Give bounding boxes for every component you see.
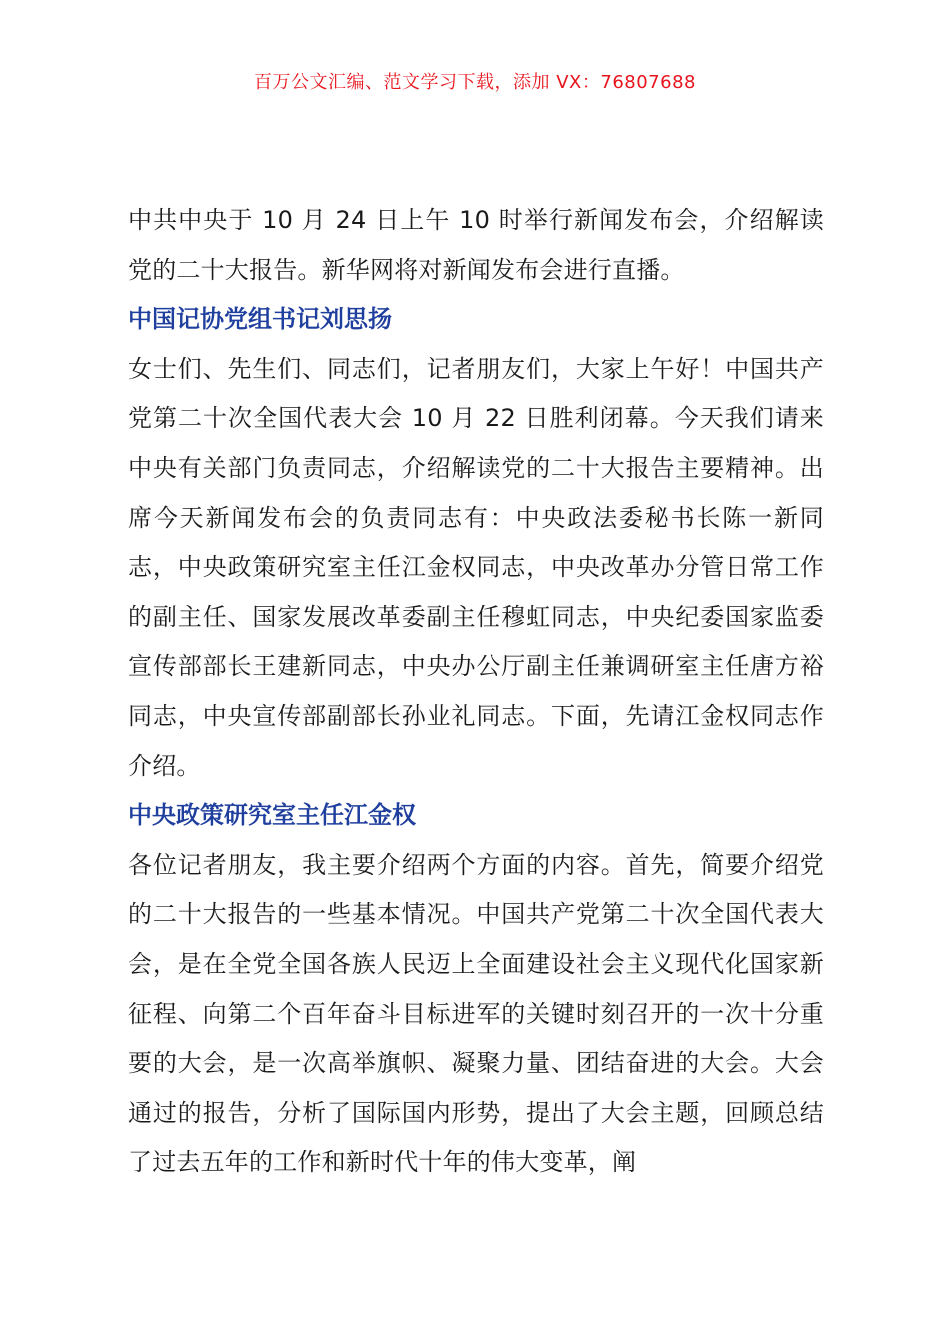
speaker-heading-1: 中国记协党组书记刘思扬: [128, 305, 392, 334]
speaker-heading-2: 中央政策研究室主任江金权: [128, 801, 416, 830]
document-body: [128, 196, 824, 1188]
intro-paragraph: 中共中央于 10 月 24 日上午 10 时举行新闻发布会，介绍解读党的二十大报告。新华网将对新闻发布会进行直播。: [128, 206, 824, 284]
header-watermark-note: 百万公文汇编、范文学习下载，添加 VX：76807688: [254, 72, 696, 93]
speech-paragraph-1: 女士们、先生们、同志们，记者朋友们，大家上午好！中国共产党第二十次全国代表大会 10 月 22 日胜利闭幕。今天我们请来中央有关部门负责同志，介绍解读党的二十大报告主要精神。出席今天新闻发布会的负责同志有：中央政法委秘书长陈一新同志，中央政策研究室主任江金权同志，中央改革办分管日常工作的副主任、国家发展改革委副主任穆虹同志，中央纪委国家监委宣传部部长王建新同志，中央办公厅副主任兼调研室主任唐方裕同志，中央宣传部副部长孙业礼同志。下面，先请江金权同志作介绍。: [128, 354, 824, 780]
speech-paragraph-2: 各位记者朋友，我主要介绍两个方面的内容。首先，简要介绍党的二十大报告的一些基本情况。中国共产党第二十次全国代表大会，是在全党全国各族人民迈上全面建设社会主义现代化国家新征程、向第二个百年奋斗目标进军的关键时刻召开的一次十分重要的大会，是一次高举旗帜、凝聚力量、团结奋进的大会。大会通过的报告，分析了国际国内形势，提出了大会主题，回顾总结了过去五年的工作和新时代十年的伟大变革，阐: [128, 850, 824, 1177]
